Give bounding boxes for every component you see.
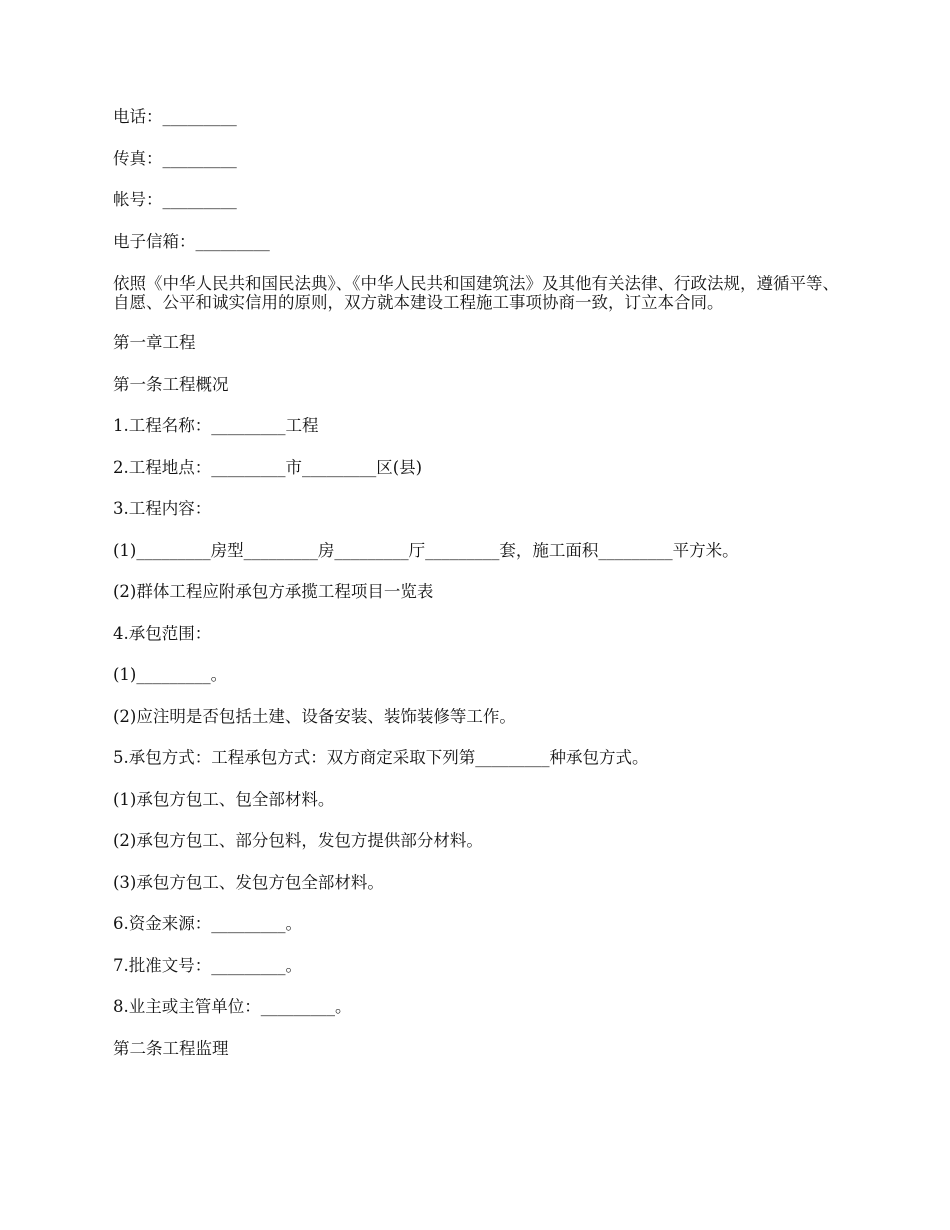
content-item-2: (2)群体工程应附承包方承揽工程项目一览表 bbox=[113, 582, 434, 601]
funding-line: 6.资金来源：_________。 bbox=[113, 914, 302, 933]
scope-item-2: (2)应注明是否包括土建、设备安装、装饰装修等工作。 bbox=[113, 706, 516, 726]
content-item-1: (1)_________房型_________房_________厅_________套，施工面积_________平方米。 bbox=[113, 540, 739, 560]
project-location-line: 2.工程地点：_________市_________区(县) bbox=[113, 457, 423, 477]
document-page bbox=[113, 108, 853, 1081]
project-content-line: 3.工程内容： bbox=[113, 499, 212, 518]
chapter-heading: 第一章工程 bbox=[113, 333, 196, 352]
scope-line: 4.承包范围： bbox=[113, 623, 212, 643]
project-name-line: 1.工程名称：_________工程 bbox=[113, 416, 319, 435]
phone-line: 电话：_________ bbox=[113, 107, 237, 126]
mode-item-1: (1)承包方包工、包全部材料。 bbox=[113, 789, 335, 809]
article-2-heading: 第二条工程监理 bbox=[113, 1038, 229, 1058]
owner-line: 8.业主或主管单位：_________。 bbox=[113, 997, 352, 1016]
article-heading: 第一条工程概况 bbox=[113, 374, 229, 394]
mode-item-3: (3)承包方包工、发包方包全部材料。 bbox=[113, 872, 384, 892]
fax-line: 传真：_________ bbox=[113, 148, 237, 168]
scope-item-1: (1)_________。 bbox=[113, 665, 228, 684]
preamble-paragraph: 依照《中华人民共和国民法典》、《中华人民共和国建筑法》及其他有关法律、行政法规，遵循平等、自愿、公平和诚实信用的原则，双方就本建设工程施工事项协商一致，订立本合同。 bbox=[113, 274, 839, 312]
approval-line: 7.批准文号：_________。 bbox=[113, 955, 302, 975]
contract-mode-line: 5.承包方式：工程承包方式：双方商定采取下列第_________种承包方式。 bbox=[113, 748, 649, 767]
email-line: 电子信箱：_________ bbox=[113, 231, 270, 251]
mode-item-2: (2)承包方包工、部分包料，发包方提供部分材料。 bbox=[113, 831, 483, 850]
account-line: 帐号：_________ bbox=[113, 190, 237, 209]
